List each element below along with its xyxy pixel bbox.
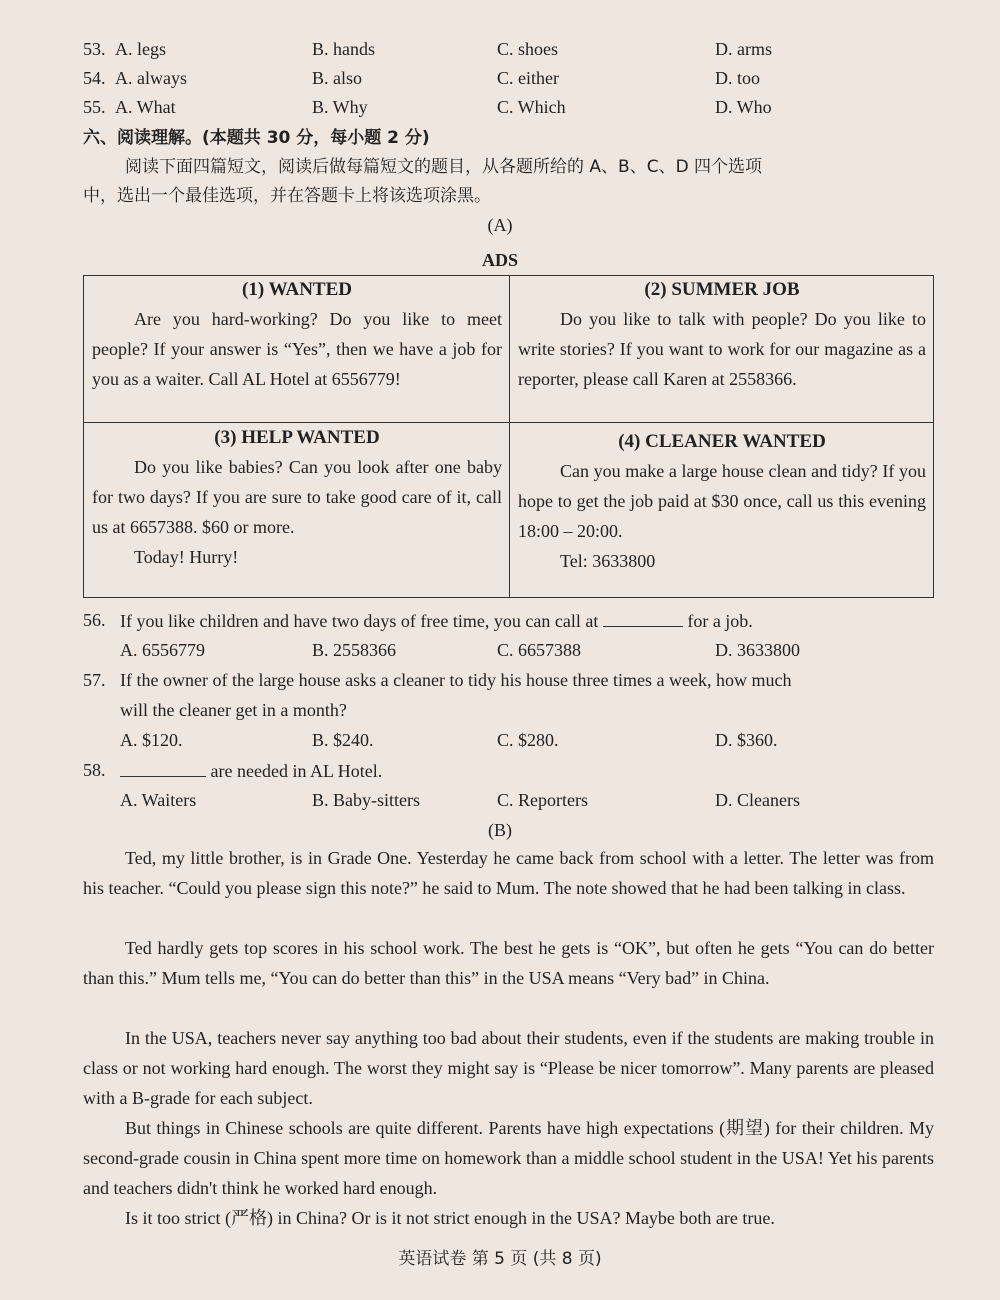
question-stem: If the owner of the large house asks a cleaner to tidy his house three times a week, how much xyxy=(120,670,792,690)
ad-cleaner-wanted xyxy=(518,430,926,576)
section-heading: 六、阅读理解。(本题共 30 分，每小题 2 分) xyxy=(83,128,430,148)
ad-title: (1) WANTED xyxy=(242,279,352,300)
passage-b-paragraph-2: Ted hardly gets top scores in his school work. The best he gets is “OK”, but often he gets “You can do better than this.” Mum tells me, “You can do better than this” in the USA means “Very bad” in China. xyxy=(83,938,934,988)
ad-title: (3) HELP WANTED xyxy=(214,427,380,448)
option-c: C. Which xyxy=(497,97,566,117)
option-d: D. 3633800 xyxy=(715,640,800,660)
option-c: C. 6657388 xyxy=(497,640,582,660)
ad-title: (2) SUMMER JOB xyxy=(644,279,800,300)
option-d: D. Who xyxy=(715,97,772,117)
option-b: B. $240. xyxy=(312,730,374,750)
question-number: 55. xyxy=(83,97,106,117)
question-number: 54. xyxy=(83,68,106,88)
option-d: D. too xyxy=(715,68,760,88)
option-c: C. either xyxy=(497,68,559,88)
option-b: B. Baby-sitters xyxy=(312,790,420,810)
section-instructions-line-1: 阅读下面四篇短文，阅读后做每篇短文的题目，从各题所给的 A、B、C、D 四个选项 xyxy=(125,157,763,177)
ad-body: Are you hard-working? Do you like to meet people? If your answer is “Yes”, then we have a job for you as a waiter. Call AL Hotel at 6556779! xyxy=(92,309,502,389)
question-number: 53. xyxy=(83,39,106,59)
option-c: C. shoes xyxy=(497,39,559,59)
option-c: C. Reporters xyxy=(497,790,588,810)
ad-extra: Today! Hurry! xyxy=(134,547,239,567)
passage-b-paragraph-3: In the USA, teachers never say anything too bad about their students, even if the students are making trouble in class or not working hard enough. The worst they might say is “Please be nicer tomorrow”. Many parents are pleased with a B-grade for each subject. xyxy=(83,1028,934,1108)
page-footer: 英语试卷 第 5 页 (共 8 页) xyxy=(398,1249,602,1269)
ad-summer-job xyxy=(518,278,926,394)
option-d: D. Cleaners xyxy=(715,790,800,810)
stem-text: are needed in AL Hotel. xyxy=(210,761,383,781)
option-b: B. 2558366 xyxy=(312,640,397,660)
passage-b-paragraph-1: Ted, my little brother, is in Grade One. Yesterday he came back from school with a letter. The letter was from his teacher. “Could you please sign this note?” he said to Mum. The note showed that he had been talking in class. xyxy=(83,848,934,898)
question-number: 57. xyxy=(83,670,106,690)
ad-body: Do you like to talk with people? Do you like to write stories? If you want to work for our magazine as a reporter, please call Karen at 2558366. xyxy=(518,309,926,389)
answer-blank xyxy=(603,608,683,627)
ad-title: (4) CLEANER WANTED xyxy=(618,431,826,452)
question-number: 56. xyxy=(83,610,106,630)
ad-extra: Tel: 3633800 xyxy=(560,551,656,571)
question-stem: will the cleaner get in a month? xyxy=(120,700,347,720)
passage-b-paragraph-5: Is it too strict (严格) in China? Or is it not strict enough in the USA? Maybe both are true. xyxy=(125,1208,775,1228)
section-instructions-line-2: 中，选出一个最佳选项，并在答题卡上将该选项涂黑。 xyxy=(83,186,491,206)
option-c: C. $280. xyxy=(497,730,559,750)
ads-table xyxy=(83,275,934,598)
table-divider-horizontal xyxy=(84,422,933,423)
passage-b-label: (B) xyxy=(488,820,512,840)
question-stem xyxy=(120,758,382,783)
option-b: B. also xyxy=(312,68,363,88)
stem-text: for a job. xyxy=(687,611,753,631)
passage-a-label: (A) xyxy=(487,215,513,235)
option-d: D. $360. xyxy=(715,730,778,750)
option-b: B. hands xyxy=(312,39,375,59)
answer-blank xyxy=(120,758,206,777)
question-number: 58. xyxy=(83,760,106,780)
option-a: A. legs xyxy=(115,39,166,59)
ad-wanted xyxy=(92,278,502,394)
ad-body: Do you like babies? Can you look after one baby for two days? If you are sure to take good care of it, call us at 6657388. $60 or more. xyxy=(92,457,502,537)
option-a: A. $120. xyxy=(120,730,183,750)
option-a: A. always xyxy=(115,68,187,88)
passage-b-paragraph-4: But things in Chinese schools are quite different. Parents have high expectations (期望) for their children. My second-grade cousin in China spent more time on homework than a middle school student in the USA! Yet his parents and teachers didn't think he worked hard enough. xyxy=(83,1118,934,1198)
option-b: B. Why xyxy=(312,97,368,117)
option-a: A. What xyxy=(115,97,176,117)
stem-text: If you like children and have two days of free time, you can call at xyxy=(120,611,599,631)
ad-body: Can you make a large house clean and tidy? If you hope to get the job paid at $30 once, call us this evening 18:00 – 20:00. xyxy=(518,461,926,541)
ad-help-wanted xyxy=(92,426,502,572)
option-a: A. Waiters xyxy=(120,790,197,810)
option-d: D. arms xyxy=(715,39,772,59)
option-a: A. 6556779 xyxy=(120,640,205,660)
question-stem xyxy=(120,608,753,633)
table-divider-vertical xyxy=(509,276,510,597)
ads-title: ADS xyxy=(481,250,518,270)
